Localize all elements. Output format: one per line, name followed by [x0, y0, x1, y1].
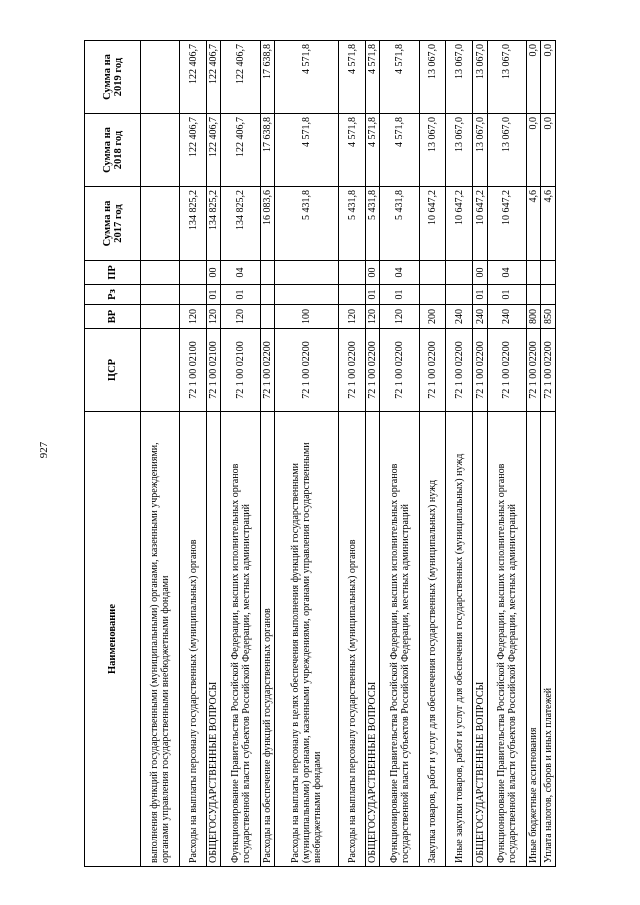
cell-name: Функционирование Правительства Российской Федерации, высших исполнительных органов государственной власти субъектов Российской Федерации, местных администраций [380, 412, 419, 867]
cell-vr [260, 305, 274, 329]
cell-name: Закупка товаров, работ и услуг для обеспечения государственных (муниципальных) нужд [419, 412, 446, 867]
cell-sum-2017: 5 431,8 [339, 187, 366, 261]
table-row [275, 41, 339, 867]
cell-rz [339, 285, 366, 305]
cell-pr [180, 261, 207, 285]
cell-pr: 04 [221, 261, 260, 285]
cell-name: ОБЩЕГОСУДАРСТВЕННЫЕ ВОПРОСЫ [207, 412, 221, 867]
cell-pr [339, 261, 366, 285]
cell-name: Функционирование Правительства Российской Федерации, высших исполнительных органов государственной власти субъектов Российской Федерации, местных администраций [221, 412, 260, 867]
table-row [180, 41, 207, 867]
cell-sum-2019: 4 571,8 [275, 41, 339, 114]
budget-table [84, 40, 556, 867]
cell-sum-2019: 13 067,0 [419, 41, 446, 114]
cell-name: Уплата налогов, сборов и иных платежей [541, 412, 556, 867]
cell-name: Расходы на обеспечение функций государственных органов [260, 412, 274, 867]
table-header-row [85, 41, 141, 867]
cell-sum-2017: 16 083,6 [260, 187, 274, 261]
cell-csr: 72 1 00 02200 [446, 329, 473, 412]
cell-name: ОБЩЕГОСУДАРСТВЕННЫЕ ВОПРОСЫ [473, 412, 487, 867]
cell-sum-2019: 122 406,7 [207, 41, 221, 114]
cell-vr [141, 305, 180, 329]
table-row [526, 41, 540, 867]
cell-name: ОБЩЕГОСУДАРСТВЕННЫЕ ВОПРОСЫ [365, 412, 379, 867]
cell-sum-2019: 17 638,8 [260, 41, 274, 114]
table-row [380, 41, 419, 867]
cell-rz [260, 285, 274, 305]
cell-rz [180, 285, 207, 305]
cell-csr: 72 1 00 02200 [365, 329, 379, 412]
cell-sum-2017: 10 647,2 [446, 187, 473, 261]
cell-rz [446, 285, 473, 305]
cell-sum-2018: 4 571,8 [339, 114, 366, 187]
cell-rz [526, 285, 540, 305]
cell-sum-2018: 13 067,0 [419, 114, 446, 187]
cell-sum-2017: 4,6 [526, 187, 540, 261]
cell-rz [541, 285, 556, 305]
table-row [221, 41, 260, 867]
cell-name: Иные закупки товаров, работ и услуг для обеспечения государственных (муниципальных) нужд [446, 412, 473, 867]
cell-rz: 01 [221, 285, 260, 305]
cell-csr: 72 1 00 02200 [339, 329, 366, 412]
cell-pr: 00 [207, 261, 221, 285]
cell-vr: 240 [446, 305, 473, 329]
cell-sum-2019: 122 406,7 [221, 41, 260, 114]
header-sum-2017: Сумма на 2017 год [85, 187, 141, 261]
cell-name: Расходы на выплаты персоналу в целях обеспечения выполнения функций государственными (муниципальными) органами, казенными учреждениями, органами управления государственными внебюджетными фондами [275, 412, 339, 867]
cell-csr: 72 1 00 02200 [260, 329, 274, 412]
table-row [541, 41, 556, 867]
cell-rz: 01 [207, 285, 221, 305]
header-vr: ВР [85, 305, 141, 329]
cell-vr: 120 [365, 305, 379, 329]
cell-sum-2017: 5 431,8 [275, 187, 339, 261]
table-row [207, 41, 221, 867]
cell-sum-2019: 13 067,0 [446, 41, 473, 114]
cell-rz [141, 285, 180, 305]
table-row [260, 41, 274, 867]
cell-name: Функционирование Правительства Российской Федерации, высших исполнительных органов государственной власти субъектов Российской Федерации, местных администраций [487, 412, 526, 867]
cell-sum-2019 [141, 41, 180, 114]
cell-sum-2018: 4 571,8 [365, 114, 379, 187]
cell-rz: 01 [365, 285, 379, 305]
cell-vr: 240 [487, 305, 526, 329]
header-rz: Рз [85, 285, 141, 305]
cell-vr: 850 [541, 305, 556, 329]
cell-sum-2017: 10 647,2 [419, 187, 446, 261]
cell-vr: 800 [526, 305, 540, 329]
header-csr: ЦСР [85, 329, 141, 412]
cell-sum-2019: 4 571,8 [339, 41, 366, 114]
cell-name: Расходы на выплаты персоналу государственных (муниципальных) органов [180, 412, 207, 867]
cell-sum-2019: 13 067,0 [487, 41, 526, 114]
cell-vr: 120 [380, 305, 419, 329]
cell-pr [446, 261, 473, 285]
cell-csr: 72 1 00 02200 [526, 329, 540, 412]
cell-sum-2018: 13 067,0 [487, 114, 526, 187]
cell-csr: 72 1 00 02100 [180, 329, 207, 412]
cell-rz: 01 [380, 285, 419, 305]
cell-vr: 100 [275, 305, 339, 329]
cell-rz [419, 285, 446, 305]
cell-csr: 72 1 00 02200 [487, 329, 526, 412]
cell-sum-2017 [141, 187, 180, 261]
cell-csr: 72 1 00 02200 [380, 329, 419, 412]
cell-vr: 120 [180, 305, 207, 329]
cell-csr: 72 1 00 02100 [207, 329, 221, 412]
cell-pr [419, 261, 446, 285]
cell-sum-2019: 4 571,8 [365, 41, 379, 114]
cell-pr [275, 261, 339, 285]
cell-vr: 240 [473, 305, 487, 329]
cell-sum-2019: 0,0 [541, 41, 556, 114]
cell-pr: 04 [380, 261, 419, 285]
table-row [487, 41, 526, 867]
cell-sum-2018: 122 406,7 [207, 114, 221, 187]
table-body [141, 41, 556, 867]
cell-csr: 72 1 00 02200 [419, 329, 446, 412]
cell-name: Расходы на выплаты персоналу государственных (муниципальных) органов [339, 412, 366, 867]
cell-sum-2017: 5 431,8 [380, 187, 419, 261]
cell-sum-2017: 10 647,2 [473, 187, 487, 261]
cell-vr: 120 [207, 305, 221, 329]
header-pr: ПР [85, 261, 141, 285]
cell-pr [141, 261, 180, 285]
cell-name: Иные бюджетные ассигнования [526, 412, 540, 867]
cell-sum-2019: 13 067,0 [473, 41, 487, 114]
budget-table-container [84, 41, 556, 867]
cell-vr: 120 [339, 305, 366, 329]
cell-sum-2018: 4 571,8 [275, 114, 339, 187]
page-number: 927 [38, 441, 50, 459]
cell-pr [526, 261, 540, 285]
header-sum-2018: Сумма на 2018 год [85, 114, 141, 187]
table-row [365, 41, 379, 867]
cell-vr: 200 [419, 305, 446, 329]
cell-sum-2018: 0,0 [541, 114, 556, 187]
cell-pr: 00 [365, 261, 379, 285]
cell-sum-2018 [141, 114, 180, 187]
cell-vr: 120 [221, 305, 260, 329]
header-name: Наименование [85, 412, 141, 867]
cell-sum-2018: 122 406,7 [221, 114, 260, 187]
cell-sum-2017: 134 825,2 [180, 187, 207, 261]
cell-sum-2018: 13 067,0 [446, 114, 473, 187]
cell-sum-2017: 134 825,2 [221, 187, 260, 261]
cell-rz: 01 [487, 285, 526, 305]
cell-sum-2019: 4 571,8 [380, 41, 419, 114]
cell-name: выполнения функций государственными (муниципальными) органами, казенными учреждениями, органами управления государственными внебюджетными фондами [141, 412, 180, 867]
cell-sum-2018: 0,0 [526, 114, 540, 187]
table-row [339, 41, 366, 867]
cell-pr: 04 [487, 261, 526, 285]
cell-rz: 01 [473, 285, 487, 305]
cell-sum-2019: 0,0 [526, 41, 540, 114]
table-row [446, 41, 473, 867]
cell-csr [141, 329, 180, 412]
cell-sum-2017: 4,6 [541, 187, 556, 261]
cell-pr [260, 261, 274, 285]
table-row [419, 41, 446, 867]
cell-csr: 72 1 00 02200 [541, 329, 556, 412]
cell-sum-2018: 17 638,8 [260, 114, 274, 187]
cell-csr: 72 1 00 02200 [473, 329, 487, 412]
cell-pr [541, 261, 556, 285]
cell-csr: 72 1 00 02100 [221, 329, 260, 412]
cell-sum-2018: 13 067,0 [473, 114, 487, 187]
table-row [141, 41, 180, 867]
cell-sum-2017: 134 825,2 [207, 187, 221, 261]
cell-sum-2019: 122 406,7 [180, 41, 207, 114]
cell-rz [275, 285, 339, 305]
cell-pr: 00 [473, 261, 487, 285]
cell-sum-2017: 5 431,8 [365, 187, 379, 261]
cell-sum-2017: 10 647,2 [487, 187, 526, 261]
cell-sum-2018: 4 571,8 [380, 114, 419, 187]
table-row [473, 41, 487, 867]
header-sum-2019: Сумма на 2019 год [85, 41, 141, 114]
cell-sum-2018: 122 406,7 [180, 114, 207, 187]
cell-csr: 72 1 00 02200 [275, 329, 339, 412]
